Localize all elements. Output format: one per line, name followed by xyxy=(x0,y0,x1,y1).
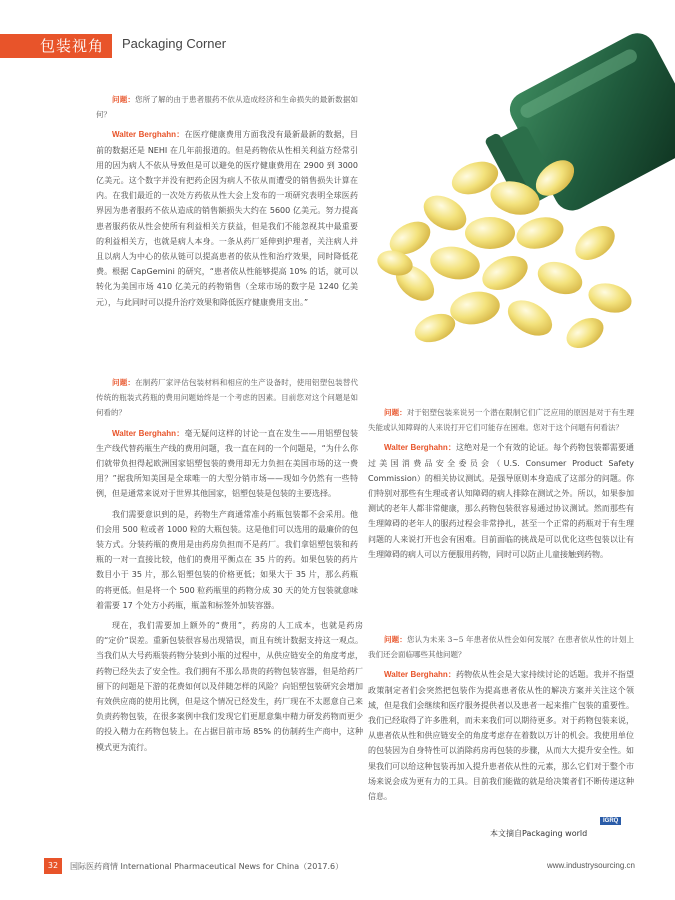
q4-answer: Walter Berghahn：药物依从性会是大家持续讨论的话题。我并不指望政策制定者们会突然把包装作为提高患者依从性的解决方案并关注这个领域，但是我们会继续和医疗服务提供者以及患者一起来推广包装的重要性。我们已经取得了许多胜利，而未来我们可以期待更多。对于药物包装来说，从患者依从性和供应链安全的角度考虑存在着数以万计的机会。我使用单位的包装因为自身特性可以消除药房再包装的步骤，从而大大提升安全性。如果我们可以给这种包装再加入提升患者依从性的元素，那么它们对于整个市场来说会成为更有力的工具。目前我们能做的就是给决策者们不断传递这种信息。 xyxy=(368,670,634,802)
q2-answer-p2: 我们需要意识到的是，药物生产商通常准小药瓶包装都不会采用。他们会用 500 粒或者 1000 粒的大瓶包装。这是他们可以选用的最廉价的包装方式。分装药瓶的费用是由药房负担而不是药厂。我们拿铝塑包装和药瓶的一对一直接比较，他们的费用平衡点在 35 片的药。如果包装的药片数目小于 35 片，那么铝塑包装的价格更低；如果大于 35 片，那么药瓶的将更低。但是将一个 500 粒药瓶里的药物分成 30 天的处方包装就意味着需要 17 个处方小药瓶，瓶盖和标签外加装容器。 xyxy=(96,509,358,610)
pill-bottle-illustration xyxy=(355,28,675,358)
q1-answer: Walter Berghahn：在医疗健康费用方面我没有最新最新的数据，目前的数据还是 NEHI 在几年前报道的。但是药物依从性相关利益方经常引用的因为病人不依从导致但是可以避免的医疗健康费用在 2900 到 3000 亿美元。这个数字并没有把药企因为病人不依从而遭受的销售损失计算在内。在我们最近的一次处方药依从性大会上发布的一项研究表明全球医药界因为患者服药不依从造成的销售额损失大约在 5600 亿美元。努力提高患者服药依从性会使所有利益相关方获益，但是我们不能忽视其中最重要的利益相关方，也就是病人本身。一条从药厂延伸到护理者，关注病人并且以病人为中心的依从链可以提高患者的依从性和治疗效果，同时降低花费。根据 CapGemini 的研究，“患者依从性能够提高 10% 的话，就可以转化为美国市场 410 亿美元的药物销售（全球市场的数字是 1240 亿美元），与此同时可以提升治疗效果和降低医疗健康费用支出。” xyxy=(96,130,358,307)
page-number: 32 xyxy=(44,858,62,874)
source-logo: IGRQ xyxy=(600,817,621,825)
page-footer xyxy=(0,858,675,878)
q2-question: 问题：在制药厂家评估包装材料和相应的生产设备时，使用铝塑包装替代传统的瓶装式药瓶的费用问题始终是一个考虑的因素。目前您对这个问题是如何看的？ xyxy=(96,378,359,418)
q2-answer-p1: Walter Berghahn：毫无疑问这样的讨论一直在发生——用铝塑包装生产线代替药瓶生产线的费用问题，我一直在问的一个问题是，“为什么你们就带负担得起欧洲国家铝塑包装的费用却无力负担在美国市场的这一费用？”据我所知美国是全球唯一的大型分销市场——现如今仍然有一些特例，但是通常来说对于世界其他国家，铝塑包装是包装的主要选择。 xyxy=(96,428,359,499)
q2-block xyxy=(96,375,363,760)
section-title-en: Packaging Corner xyxy=(122,36,227,51)
q4-question: 问题：您认为未来 3~5 年患者依从性会如何发展？在患者依从性的计划上我们还会面临哪些其他问题？ xyxy=(368,635,634,660)
website-url: www.industrysourcing.cn xyxy=(546,861,635,870)
journal-info: 国际医药商情 International Pharmaceutical News for China（2017.6） xyxy=(70,862,344,871)
q3-block xyxy=(368,405,634,567)
q3-question: 问题：对于铝塑包装来说另一个潜在限制它们广泛应用的原因是对于有生理失能或认知障碍的人来说打开它们可能存在困难。您对于这个问题有何看法？ xyxy=(368,408,634,433)
section-tag: 包装视角 xyxy=(0,34,112,58)
q1-block xyxy=(96,92,358,315)
q4-block xyxy=(368,632,634,809)
source-credit: 本文摘自Packaging world xyxy=(490,829,588,838)
q1-question: 问题：您所了解的由于患者服药不依从造成经济和生命损失的最新数据如何？ xyxy=(96,95,359,120)
q3-answer: Walter Berghahn：这绝对是一个有效的论证。每个药物包装都需要通过美国消费品安全委员会（U.S. Consumer Product Safety Commission）的相关协议测试。是强导原则本身造成了这部分的问题。你们特别对那些有生理或者认知障碍的病人排除在测试之外。所以，如果参加测试的老年人都非常健康，那么药物包装很容易通过协议测试。然而那些有生理障碍的老年人的服药过程会非常挣扎，甚至一个正常的药瓶对于有生理问题的人来说打开也会有困难。目前面临的挑战是可以优化这些包装以让有生理障碍的病人可以方便服用药物，同时可以防止儿童接触到药物。 xyxy=(368,443,634,559)
q2-answer-p3: 现在，我们需要加上额外的“费用”，药房的人工成本，也就是药房的“定价”误差。重新包装很容易出现错误，而且有统计数据支持这一观点。当我们从大号药瓶装药物分装到小瓶的过程中，从供应链安全的角度考虑，药物已经失去了安全性。我们拥有不那么昂贵的药物包装容器，但是给药厂留下的问题是下游的花费如何以及伴随怎样的风险？向铝塑包装研究会增加有效供应商的使用比例，但是这个情况已经发生，药厂现在不太愿意自己来负责药物包装，在很多案例中我们发现它们更愿意集中精力研发药物而更少的投入精力在药物包装上。在占据目前市场 85% 的仿制药生产商中，这种模式更为流行。 xyxy=(96,621,363,752)
